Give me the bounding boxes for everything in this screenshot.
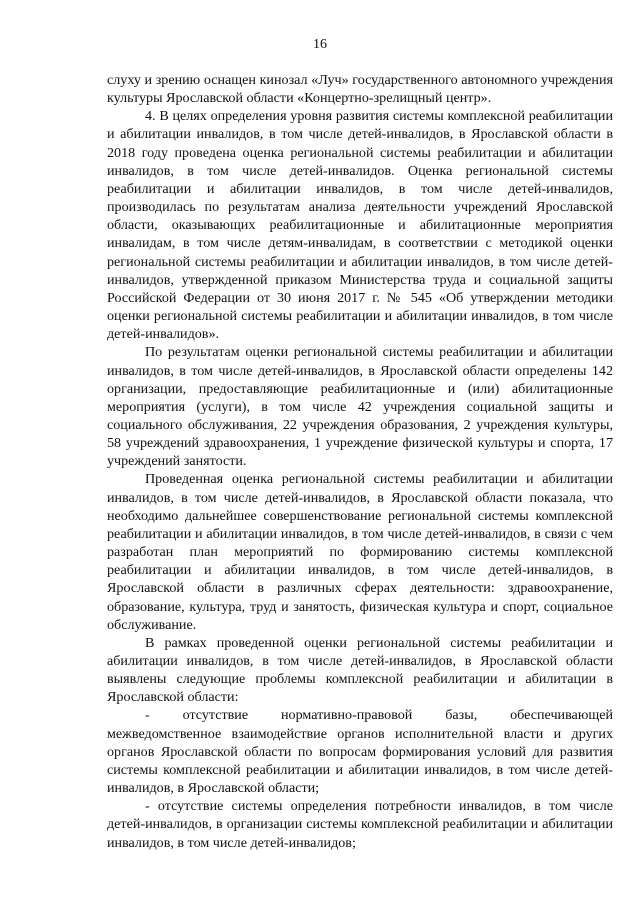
body-text	[107, 71, 613, 852]
paragraph-continuation: слуху и зрению оснащен кинозал «Луч» государственного автономного учреждения культуры Ярославской области «Концертно-зрелищный центр».	[107, 72, 613, 107]
list-item-problem: - отсутствие системы определения потребности инвалидов, в том числе детей-инвалидов, в организации системы комплексной реабилитации и абилитации инвалидов, в том числе детей-инвалидов;	[107, 798, 613, 851]
paragraph-assessment: 4. В целях определения уровня развития системы комплексной реабилитации и абилитации инвалидов, в том числе детей-инвалидов, в Ярославской области в 2018 году проведена оценка региональной системы реабилитации и абилитации инвалидов, в том числе детей-инвалидов. Оценка региональной системы реабилитации и абилитации инвалидов, в том числе детей-инвалидов, производилась по результатам анализа деятельности учреждений Ярославской области, оказывающих реабилитационные и абилитационные мероприятия инвалидам, в том числе детям-инвалидам, в соответствии с методикой оценки региональной системы реабилитации и абилитации инвалидов, в том числе детей-инвалидов, утвержденной приказом Министерства труда и социальной защиты Российской Федерации от 30 июня 2017 г. № 545 «Об утверждении методики оценки региональной системы реабилитации и абилитации инвалидов, в том числе детей-инвалидов».	[107, 108, 613, 343]
list-item-problem: - отсутствие нормативно-правовой базы, обеспечивающей межведомственное взаимодействие органов исполнительной власти и других органов Ярославской области по вопросам формирования условий для развития системы комплексной реабилитации и абилитации инвалидов, в том числе детей-инвалидов, в Ярославской области;	[107, 707, 613, 797]
page-number: 16	[313, 37, 327, 52]
paragraph-conclusion: Проведенная оценка региональной системы реабилитации и абилитации инвалидов, в том числе детей-инвалидов, в Ярославской области показала, что необходимо дальнейшее совершенствование региональной системы комплексной реабилитации и абилитации инвалидов, в том числе детей-инвалидов, в связи с чем разработан план мероприятий по формированию системы комплексной реабилитации и абилитации инвалидов, в том числе детей-инвалидов, в Ярославской области в различных сферах деятельности: здравоохранение, образование, культура, труд и занятость, физическая культура и спорт, социальное обслуживание.	[107, 471, 613, 633]
paragraph-problems-intro: В рамках проведенной оценки региональной системы реабилитации и абилитации инвалидов, в том числе детей-инвалидов, в Ярославской области выявлены следующие проблемы комплексной реабилитации и абилитации в Ярославской области:	[107, 634, 613, 706]
paragraph-results: По результатам оценки региональной системы реабилитации и абилитации инвалидов, в том числе детей-инвалидов, в Ярославской области определены 142 организации, предоставляющие реабилитационные и (или) абилитационные мероприятия (услуги), в том числе 42 учреждения социальной защиты и социального обслуживания, 22 учреждения образования, 2 учреждения культуры, 58 учреждений здравоохранения, 1 учреждение физической культуры и спорта, 17 учреждений занятости.	[107, 344, 613, 470]
